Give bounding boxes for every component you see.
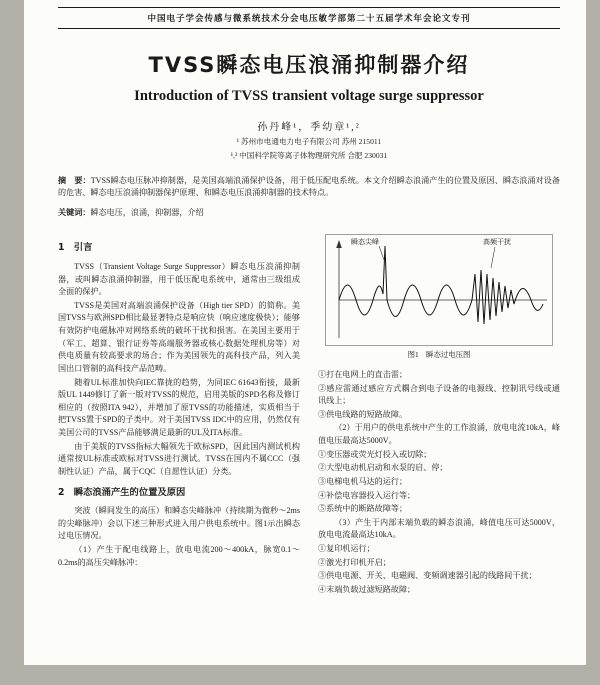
abstract-text: TVSS瞬态电压脉冲抑制器，是美国高端浪涌保护设备，用于低压配电系统。本文介绍瞬态浪涌产生的位置及原因、瞬态浪涌对设备的危害、瞬态电压浪涌抑制器保护原理、和瞬态电压浪涌抑制器的技术特点。	[58, 176, 560, 198]
list-item: ④末端负载过滤短路故障；	[318, 584, 416, 594]
paragraph: 突波（瞬间发生的高压）和瞬态尖峰脉冲（持续期为微秒～2ms的尖峰脉冲）会以下述三种形式进入用户供电系统中。图1示出瞬态过电压情况。	[58, 506, 300, 541]
list-item: ③供电线路的短路故障。	[318, 409, 408, 419]
section-heading-1: 1 引言	[58, 242, 93, 254]
list-item: （2）于用户的供电系统中产生的工作浪涌，放电电流10kA，峰值电压最高达5000V。	[318, 423, 560, 446]
keywords	[58, 206, 560, 219]
paragraph: TVSS（Transient Voltage Surge Suppressor）瞬态电压浪涌抑制器，或叫瞬态浪涌抑制器，用于低压配电系统中，通常由三级组成全面的保护。	[58, 261, 300, 297]
abstract	[58, 174, 560, 199]
list-item: ②激光打印机开启；	[318, 557, 391, 567]
noise-leader-line	[491, 247, 495, 268]
paper-title-en: Introduction of TVSS transient voltage surge suppressor	[134, 88, 484, 104]
author-names: 孙丹峰¹，季幼章¹,²	[257, 122, 361, 133]
paper-title-zh: TVSS瞬态电压浪涌抑制器介绍	[148, 53, 470, 77]
abstract-label: 摘 要：	[58, 175, 91, 185]
keywords-label: 关键词：	[58, 207, 91, 218]
affiliation-1: ¹ 苏州市电通电力电子有限公司 苏州 215011	[236, 137, 382, 146]
y-axis-arrow	[336, 240, 342, 248]
left-column	[58, 234, 300, 597]
right-column	[318, 234, 560, 597]
list-item: ③供电电源、开关、电磁阀、变频调速器引起的线路间干扰；	[318, 571, 537, 581]
figure-caption: 图1 瞬态过电压图	[407, 350, 471, 360]
paragraph: 随着UL标准加快向IEC靠拢的趋势，为同IEC 61643衔接，最新版UL 1449修订了新一版对TVSS的规范，启用美版的SPD名称及修订相应的（按照ITA 942），并增加了原TVSS的功能描述，实质相当于把TVSS置于SPD的子类中。对于美国TVSS IDC中的应用，仍然仅有美国公司的TVSS产品能够满足最新的UL及ITA标准。	[58, 377, 300, 438]
figure-frame	[326, 235, 553, 346]
waveform-chart	[325, 234, 553, 346]
list-item: ②大型电动机启动和水泵的启、停；	[318, 463, 448, 473]
paragraph: TVSS是美国对高端浪涌保护设备（High tier SPD）的简称。美国TVSS与欧洲SPD相比最显著特点是响应快（响应速度极快）；能够有效防护电磁脉冲对网络系统的破坏干扰和损害。在美国主要用于（军工、超算、银行证券等高端服务器或核心数据处理机房等）对供电质量有较高要求的场合；作为美国领先的高科技产品，列入美国出口管制的高科技产品范畴。	[58, 300, 300, 373]
affiliation-2: ¹,² 中国科学院等离子体物理研究所 合肥 230031	[230, 151, 388, 160]
list-item: ④补偿电容器投入运行等；	[318, 490, 416, 500]
paragraph: （1）产生于配电线路上，放电电流200～400kA，脉宽0.1～0.2ms的高压尖峰脉冲：	[58, 544, 300, 567]
list-item: ②感应雷通过感应方式耦合到电子设备的电源线、控制讯号线或通讯线上；	[318, 383, 560, 406]
transient-overvoltage-figure	[318, 234, 560, 346]
list-item: ⑤系统中的断路故障等；	[318, 504, 408, 514]
list-item: ①打在电网上的直击雷；	[318, 369, 408, 379]
noise-annotation: 高频干扰	[483, 238, 511, 247]
list-item: ①变压器或荧光灯投入或切除；	[318, 449, 432, 459]
spike-annotation: 瞬态尖峰	[351, 238, 379, 247]
section-heading-2: 2 瞬态浪涌产生的位置及原因	[58, 486, 186, 498]
list-item: ③电梯电机马达的运行；	[318, 476, 408, 486]
list-item: （3）产生于内部末端负载的瞬态浪涌，峰值电压可达5000V，放电电流最高达10kA。	[318, 517, 560, 540]
waveform	[339, 246, 543, 324]
paper-page	[24, 0, 586, 665]
spike-leader-line	[379, 246, 384, 260]
journal-header: 中国电子学会传感与微系统技术分会电压敏学部第二十五届学术年会论文专刊	[58, 7, 560, 29]
two-column-body	[58, 234, 560, 597]
list-item: ①复印机运行；	[318, 544, 375, 554]
paragraph: 由于美版的TVSS指标大幅领先于欧标SPD，因此国内测试机构通常按UL标准或欧标对TVSS进行测试。TVSS在国内不属CCC（强制性认证）产品，属于CQC（自愿性认证）分类。	[58, 441, 300, 476]
keywords-text: 瞬态电压，浪涌，抑制器，介绍	[90, 208, 204, 218]
